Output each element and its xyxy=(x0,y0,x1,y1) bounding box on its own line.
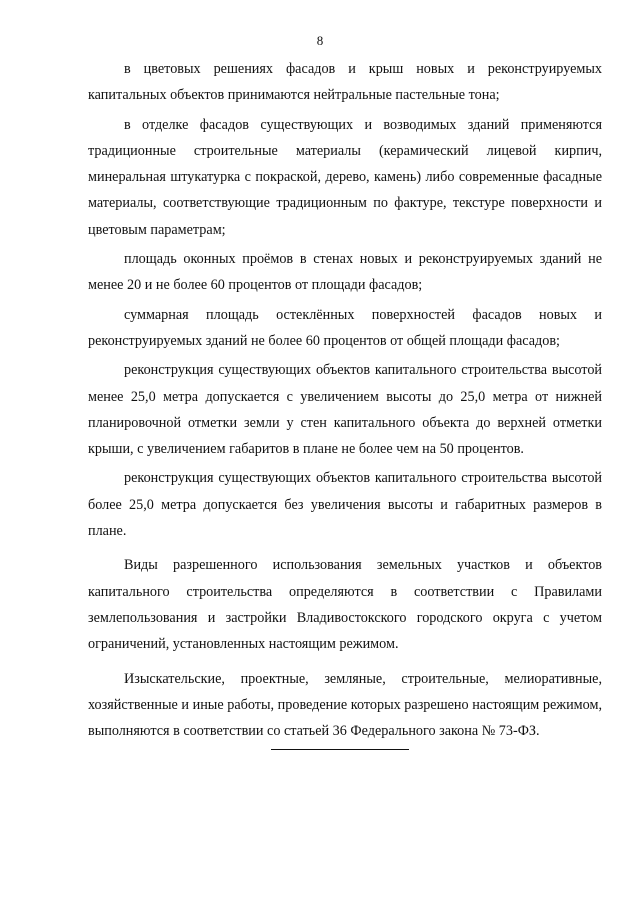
paragraph-facade-materials: в отделке фасадов существующих и возводимых зданий применяются традиционные строительные материалы (керамический лицевой кирпич, минеральная штукатурка с покраской, дерево, камень) либо современные фасадные материалы, соответствующие традиционным по фактуре, текстуре поверхности и цветовым параметрам; xyxy=(88,116,602,238)
paragraph-permitted-use: Виды разрешенного использования земельных участков и объектов капитального строительства определяются в соответствии с Правилами землепользования и застройки Владивостокского городского округа с учетом ограничений, установленных настоящим режимом. xyxy=(88,557,602,653)
paragraph-glazed-area: суммарная площадь остеклённых поверхностей фасадов новых и реконструируемых зданий не более 60 процентов от общей площади фасадов; xyxy=(88,306,602,349)
end-divider-line xyxy=(271,749,409,750)
page-number: 8 xyxy=(316,33,324,48)
paragraph-reconstruction-low: реконструкция существующих объектов капитального строительства высотой менее 25,0 метра допускается с увеличением высоты до 25,0 метра от нижней планировочной отметки земли у стен капитального объекта до верхней отметки крыши, с увеличением габаритов в плане не более чем на 50 процентов. xyxy=(88,362,602,458)
paragraph-reconstruction-high: реконструкция существующих объектов капитального строительства высотой более 25,0 метра допускается без увеличения высоты и габаритных размеров в плане. xyxy=(88,470,602,540)
paragraph-works: Изыскательские, проектные, земляные, строительные, мелиоративные, хозяйственные и иные работы, проведение которых разрешено настоящим режимом, выполняются в соответствии со статьей 36 Федерального закона № 73-ФЗ. xyxy=(88,670,602,740)
paragraph-window-area: площадь оконных проёмов в стенах новых и реконструируемых зданий не менее 20 и не более 60 процентов от площади фасадов; xyxy=(88,251,602,294)
document-body xyxy=(88,56,602,744)
paragraph-facade-colors: в цветовых решениях фасадов и крыш новых и реконструируемых капитальных объектов принимаются нейтральные пастельные тона; xyxy=(88,61,602,104)
